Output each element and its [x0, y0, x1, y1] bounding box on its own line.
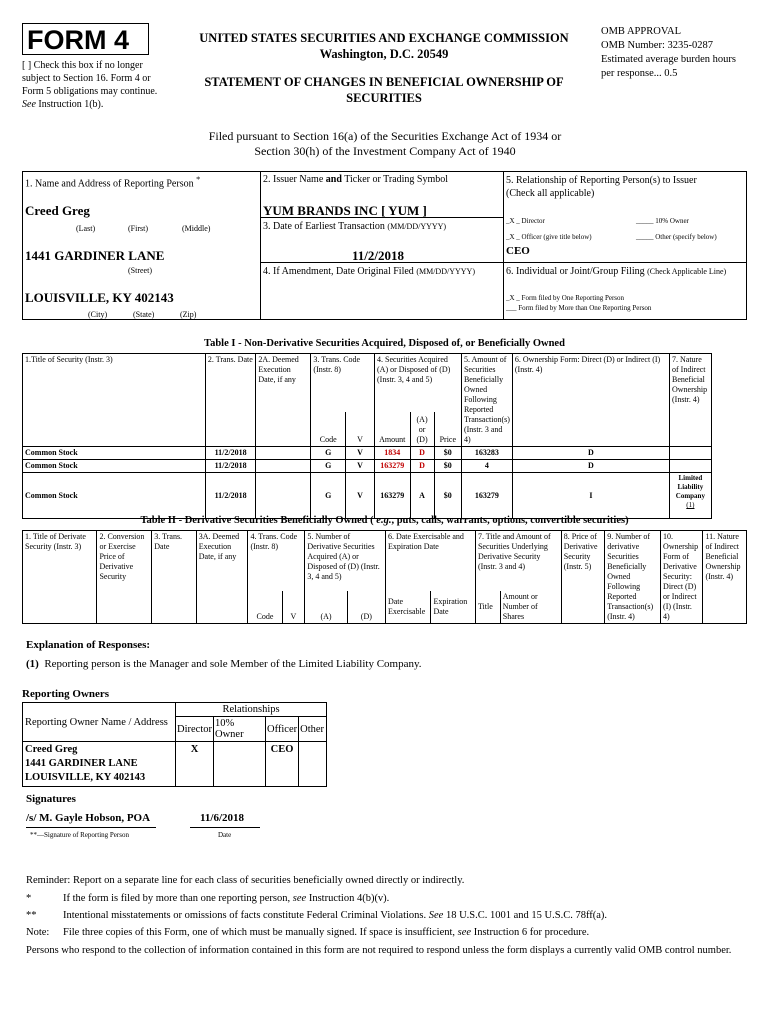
signature-label: **—Signature of Reporting Person [30, 831, 129, 839]
street-value: 1441 GARDINER LANE [25, 248, 165, 263]
t2-h-underlying: 7. Title and Amount of Securities Underlying Derivative Security (Instr. 3 and 4) [475, 531, 561, 591]
row-form: I [512, 473, 669, 519]
row-v: V [346, 473, 375, 519]
signature: /s/ M. Gayle Hobson, POA [26, 812, 151, 824]
reporting-person-name: Creed Greg [25, 203, 90, 218]
other-check: _____ Other (specify below) [636, 233, 717, 241]
footnote-link[interactable]: (1) [686, 501, 695, 509]
agency-name: UNITED STATES SECURITIES AND EXCHANGE COMMISSION Washington, D.C. 20549 [199, 31, 569, 61]
box6-label: 6. Individual or Joint/Group Filing (Check Applicable Line) [506, 266, 727, 277]
note-label: Note: [26, 927, 50, 938]
t2-h-nature: 11. Nature of Indirect Beneficial Ownership (Instr. 4) [703, 531, 747, 624]
omb-approval: OMB APPROVAL OMB Number: 3235-0287 Estimated average burden hours per response... 0.5 [601, 26, 736, 79]
footnote-1: (1) Reporting person is the Manager and sole Member of the Limited Liability Company. [26, 658, 422, 670]
row-form: D [512, 460, 669, 473]
row-v: V [346, 447, 375, 460]
officer-title: CEO [506, 245, 530, 257]
owners-heading: Reporting Owners [22, 688, 110, 700]
table1-title: Table I - Non-Derivative Securities Acquired, Disposed of, or Beneficially Owned [204, 338, 565, 349]
one-person-check: _X _ Form filed by One Reporting Person [506, 294, 625, 302]
row-amount: 163279 [375, 473, 411, 519]
row-title: Common Stock [23, 447, 206, 460]
t2-h-price: 8. Price of Derivative Security (Instr. 5) [561, 531, 604, 624]
t2-h-owned: 9. Number of derivative Securities Beneficially Owned Following Reported Transaction(s) (Instr. 4) [605, 531, 661, 624]
box4-label: 4. If Amendment, Date Original Filed (MM/DD/YYYY) [263, 266, 475, 277]
star-note: If the form is filed by more than one reporting person, see Instruction 4(b)(v). [63, 893, 390, 904]
t1-h-deemed: 2A. Deemed Execution Date, if any [256, 354, 311, 447]
row-nature [669, 447, 711, 460]
explanation-heading: Explanation of Responses: [26, 639, 151, 651]
col-director: Director [176, 717, 214, 742]
checkbox-notice: [ ] Check this box if no longer subject to Section 16. Form 4 or Form 5 obligations may continue. See Instruction 1(b). [22, 60, 158, 110]
officer-check: _X _ Officer (give title below) [506, 233, 592, 241]
dstar-note-mark: ** [26, 910, 37, 921]
row-owned: 4 [461, 460, 512, 473]
row-code: G [311, 447, 346, 460]
row-owned: 163279 [461, 473, 512, 519]
row-owned: 163283 [461, 447, 512, 460]
statement-title: STATEMENT OF CHANGES IN BENEFICIAL OWNERSHIP OF SECURITIES [204, 75, 564, 105]
row-price: $0 [434, 473, 461, 519]
dstar-note: Intentional misstatements or omissions of facts constitute Federal Criminal Violations. See 18 U.S.C. 1001 and 15 U.S.C. 78ff(a). [63, 910, 608, 921]
row-code: G [311, 460, 346, 473]
date-label: Date [218, 831, 232, 839]
row-ad: D [410, 460, 434, 473]
t1-h-date: 2. Trans. Date [205, 354, 256, 447]
t2-h-a: (A) [305, 591, 347, 624]
col-ten-pct: 10% Owner [214, 717, 266, 742]
row-deemed [256, 447, 311, 460]
street-label: (Street) [128, 266, 152, 275]
owner-director: X [176, 742, 214, 787]
t2-h-conversion: 2. Conversion or Exercise Price of Derivative Security [97, 531, 152, 624]
form-title: FORM 4 [22, 23, 149, 55]
earliest-transaction-date: 11/2/2018 [352, 248, 405, 263]
last-label: (Last) [76, 224, 96, 233]
box5-label: 5. Relationship of Reporting Person(s) to Issuer (Check all applicable) [506, 175, 697, 199]
signatures-heading: Signatures [26, 793, 76, 805]
row-date: 11/2/2018 [205, 473, 256, 519]
row-nature: Limited Liability Company (1) [669, 473, 711, 519]
row-title: Common Stock [23, 473, 206, 519]
owner-entry: Creed Greg 1441 GARDINER LANE LOUISVILLE, KY 402143 [23, 742, 176, 787]
t1-h-nature: 7. Nature of Indirect Beneficial Ownership (Instr. 4) [669, 354, 711, 447]
state-label: (State) [133, 310, 155, 319]
row-ad: A [410, 473, 434, 519]
issuer-name: YUM BRANDS INC [ YUM ] [263, 203, 427, 218]
note-text: File three copies of this Form, one of which must be manually signed. If space is insufficient, see Instruction 6 for procedure. [63, 927, 590, 938]
col-officer: Officer [266, 717, 299, 742]
table2-title: Table II - Derivative Securities Beneficially Owned ( e.g., puts, calls, warrants, options, convertible securities) [140, 515, 629, 526]
t1-h-amount: Amount [375, 412, 411, 446]
omb-persons-notice: Persons who respond to the collection of information contained in this form are not required to respond unless the form displays a currently valid OMB control number. [26, 945, 732, 956]
owner-ten-pct [214, 742, 266, 787]
star-note-mark: * [26, 893, 32, 904]
t2-h-amt: Amount or Number of Shares [500, 591, 561, 624]
col-other: Other [299, 717, 327, 742]
t2-h-date-ex: Date Exercisable [385, 591, 431, 624]
owner-col-name: Reporting Owner Name / Address [23, 703, 176, 742]
t2-h-d: (D) [347, 591, 385, 624]
t2-h-v: V [282, 591, 305, 624]
t2-h-deemed: 3A. Deemed Execution Date, if any [196, 531, 248, 624]
row-deemed [256, 460, 311, 473]
t1-h-v: V [346, 412, 375, 446]
t2-h-code-sub: Code [248, 591, 282, 624]
t1-h-code: 3. Trans. Code (Instr. 8) [311, 354, 375, 413]
ten-pct-check: _____ 10% Owner [636, 217, 689, 225]
table1 [22, 353, 747, 519]
t1-h-code-sub: Code [311, 412, 346, 446]
box1-label: 1. Name and Address of Reporting Person * [25, 175, 201, 190]
row-amount: 1834 [375, 447, 411, 460]
t1-h-price: Price [434, 412, 461, 446]
director-check: _X _ Director [506, 217, 545, 225]
row-date: 11/2/2018 [205, 447, 256, 460]
row-amount: 163279 [375, 460, 411, 473]
more-persons-check: ___ Form filed by More than One Reporting Person [506, 304, 652, 312]
middle-label: (Middle) [182, 224, 211, 233]
owner-officer: CEO [266, 742, 299, 787]
t2-h-form: 10. Ownership Form of Derivative Security: Direct (D) or Indirect (I) (Instr. 4) [661, 531, 703, 624]
row-price: $0 [434, 460, 461, 473]
table-row [23, 473, 747, 519]
row-title: Common Stock [23, 460, 206, 473]
t2-h-exercisable: 6. Date Exercisable and Expiration Date [385, 531, 475, 591]
row-ad: D [410, 447, 434, 460]
relationships-header: Relationships [176, 703, 327, 717]
owner-other [299, 742, 327, 787]
row-deemed [256, 473, 311, 519]
t1-h-acquired: 4. Securities Acquired (A) or Disposed of (D) (Instr. 3, 4 and 5) [375, 354, 462, 413]
t1-h-ad: (A) or (D) [410, 412, 434, 446]
t2-h-title: 1. Title of Derivate Security (Instr. 3) [23, 531, 97, 624]
signature-date: 11/6/2018 [200, 812, 245, 824]
t2-h-date: 3. Trans. Date [152, 531, 196, 624]
t2-h-exp: Expiration Date [431, 591, 475, 624]
row-v: V [346, 460, 375, 473]
zip-label: (Zip) [180, 310, 197, 319]
t2-h-number: 5. Number of Derivative Securities Acquired (A) or Disposed of (D) (Instr. 3, 4 and 5) [305, 531, 386, 591]
row-nature [669, 460, 711, 473]
box3-label: 3. Date of Earliest Transaction (MM/DD/YYYY) [263, 221, 447, 232]
t1-h-owned: 5. Amount of Securities Beneficially Owned Following Reported Transaction(s) (Instr. 3 and 4) [461, 354, 512, 447]
city-label: (City) [88, 310, 108, 319]
owners-table [22, 702, 327, 787]
table2 [22, 530, 747, 624]
city-value: LOUISVILLE, KY 402143 [25, 290, 174, 305]
reminder: Reminder: Report on a separate line for each class of securities beneficially owned directly or indirectly. [26, 875, 465, 886]
t2-h-ttl: Title [475, 591, 500, 624]
t2-h-code: 4. Trans. Code (Instr. 8) [248, 531, 305, 591]
row-date: 11/2/2018 [205, 460, 256, 473]
t1-h-form: 6. Ownership Form: Direct (D) or Indirect (I) (Instr. 4) [512, 354, 669, 447]
filed-pursuant: Filed pursuant to Section 16(a) of the Securities Exchange Act of 1934 or Section 30(h) of the Investment Company Act of 1940 [208, 129, 562, 158]
t1-h-title: 1.Title of Security (Instr. 3) [23, 354, 206, 447]
table-row [23, 447, 747, 460]
row-form: D [512, 447, 669, 460]
box2-label: 2. Issuer Name and Ticker or Trading Symbol [263, 174, 449, 185]
row-code: G [311, 473, 346, 519]
table-row [23, 460, 747, 473]
row-price: $0 [434, 447, 461, 460]
first-label: (First) [128, 224, 148, 233]
